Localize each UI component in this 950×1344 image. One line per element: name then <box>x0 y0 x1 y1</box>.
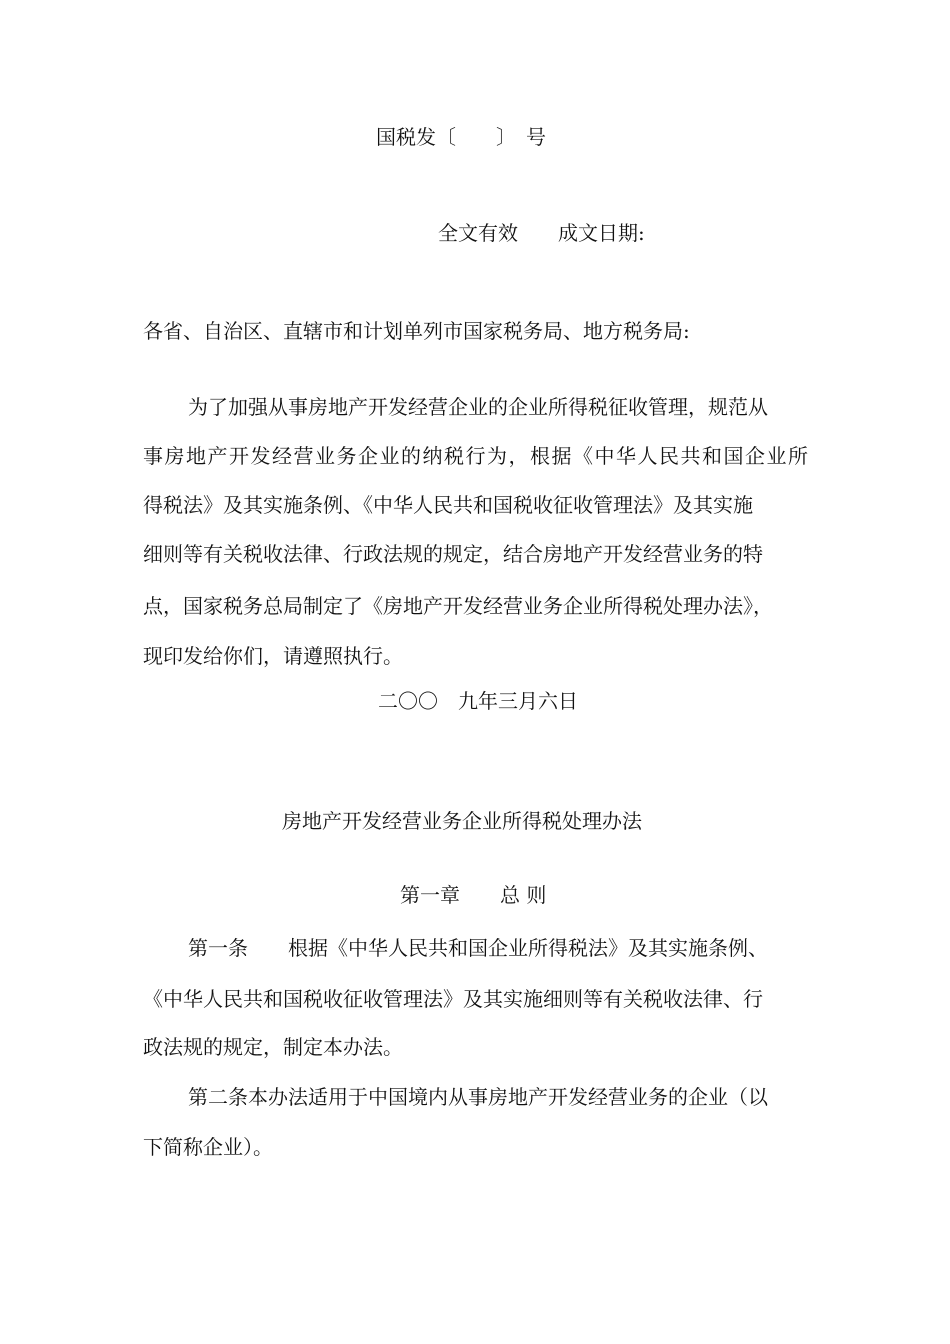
validity-and-date-label: 全文有效 成文日期: <box>438 221 645 245</box>
issue-date: 二〇〇 九年三月六日 <box>378 689 578 713</box>
article-line: 第一条 根据《中华人民共和国企业所得税法》及其实施条例、 <box>188 936 768 960</box>
article-line: 《中华人民共和国税收征收管理法》及其实施细则等有关税收法律、行 <box>143 987 763 1011</box>
article-line: 第二条本办法适用于中国境内从事房地产开发经营业务的企业（以 <box>188 1085 768 1109</box>
chapter-heading: 第一章 总 则 <box>400 883 547 907</box>
intro-line: 事 房 地 产 开 发 经 营 业 务 企 业 的 纳 税 行 为 ， 根 据 《 中 华 人 民 共 和 国 企 业 所 <box>143 444 808 468</box>
article-line: 政法规的规定，制定本办法。 <box>143 1035 403 1059</box>
intro-line: 为了加强从事房地产开发经营企业的企业所得税征收管理，规范从 <box>188 395 768 419</box>
article-line: 下简称企业）。 <box>143 1135 273 1159</box>
document-number: 国税发〔 〕 号 <box>376 125 546 149</box>
document-title: 房地产开发经营业务企业所得税处理办法 <box>282 809 642 833</box>
intro-line: 细则等有关税收法律、行政法规的规定，结合房地产开发经营业务的特 <box>143 542 763 566</box>
addressee: 各省、自治区、直辖市和计划单列市国家税务局、地方税务局: <box>143 319 690 343</box>
intro-line: 点，国家税务总局制定了《房地产开发经营业务企业所得税处理办法》， <box>143 594 773 618</box>
intro-line: 得税法》及其实施条例、《中华人民共和国税收征收管理法》及其实施 <box>143 493 753 517</box>
intro-line: 现印发给你们，请遵照执行。 <box>143 644 403 668</box>
